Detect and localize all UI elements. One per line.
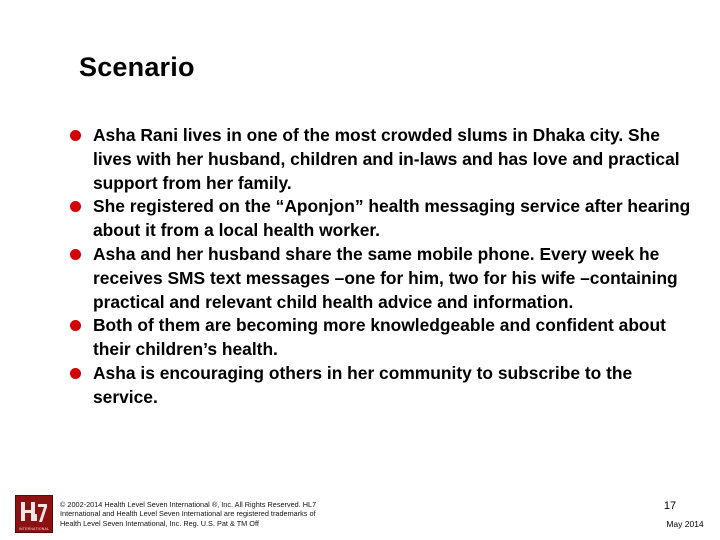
bullet-text: Asha and her husband share the same mobile phone. Every week he receives SMS text messages –one for him, two for his wife –containing practical and relevant child health advice and information. [93,243,678,312]
bullet-text: She registered on the “Aponjon” health messaging service after hearing about it from a local health worker. [93,196,691,241]
bullet-list [70,124,700,410]
bullet-dot-icon [70,130,81,141]
bullet-text: Asha is encouraging others in her community to subscribe to the service. [93,362,633,407]
copyright-line: International and Health Level Seven International are registered trademarks of [60,509,316,519]
bullet-text: Asha Rani lives in one of the most crowded slums in Dhaka city. She lives with her husband, children and in-laws and has love and practical support from her family. [93,125,680,193]
copyright-notice [60,500,380,528]
bullet-text: Both of them are becoming more knowledgeable and confident about their children’s health. [93,315,666,360]
bullet-dot-icon [70,201,81,212]
bullet-dot-icon [70,368,81,379]
page-number: 17 [663,500,677,512]
bullet-item [70,124,700,195]
bullet-item [70,195,700,243]
copyright-line: Health Level Seven International, Inc. Reg. U.S. Pat & TM Off [60,518,259,528]
bullet-dot-icon [70,320,81,331]
hl7-logo-icon [15,495,53,533]
bullet-item [70,314,700,362]
bullet-dot-icon [70,249,81,260]
slide-date: May 2014 [666,519,704,529]
logo-tagline: INTERNATIONAL [18,527,50,531]
copyright-line: © 2002-2014 Health Level Seven International ®, Inc. All Rights Reserved. HL7 [60,500,317,509]
slide-title: Scenario [79,52,195,82]
bullet-item [70,362,700,410]
bullet-item [70,243,700,314]
